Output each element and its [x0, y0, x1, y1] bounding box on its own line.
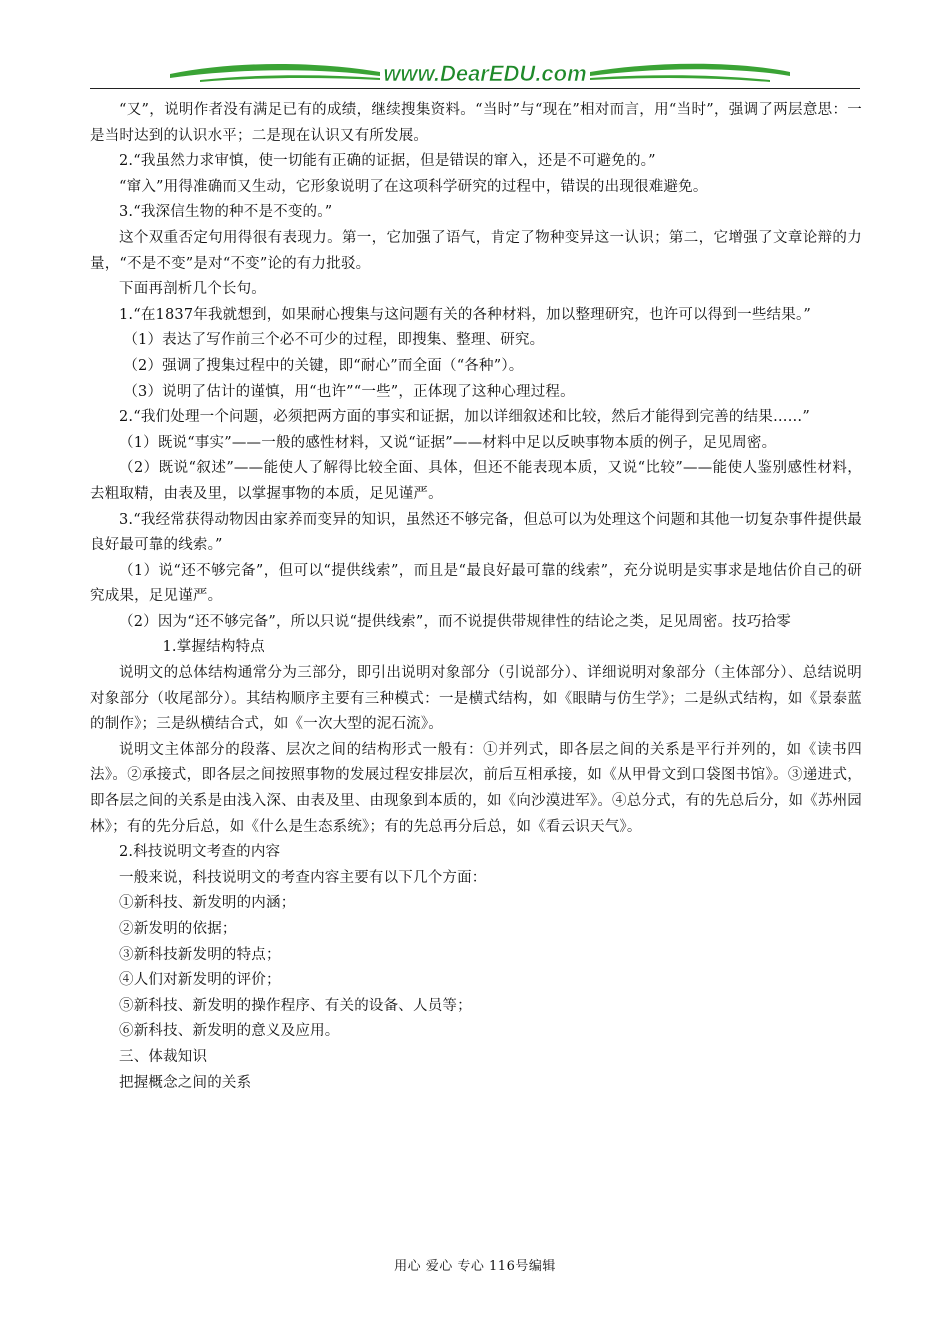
list-item: ④人们对新发明的评价；	[119, 972, 281, 989]
paragraph: 这个双重否定句用得很有表现力。第一，它加强了语气，肯定了物种变异这一认识；第二，它增强了文章论辩的力量，“不是不变”是对“不变”论的有力批驳。	[90, 229, 862, 272]
paragraph: （2）既说“叙述”——能使人了解得比较全面、具体，但还不能表现本质，又说“比较”——能使人鉴别感性材料，去粗取精，由表及里，以掌握事物的本质，足见谨严。	[90, 460, 862, 502]
page-footer: 用心 爱心 专心 116号编辑	[394, 1259, 556, 1274]
list-item: ⑤新科技、新发明的操作程序、有关的设备、人员等；	[119, 997, 472, 1014]
paragraph: 2.“我们处理一个问题，必须把两方面的事实和证据，加以详细叙述和比较，然后才能得到完善的结果……”	[119, 409, 810, 426]
paragraph: 3.“我经常获得动物因由家养而变异的知识，虽然还不够完备，但总可以为处理这个问题和其他一切复杂事件提供最良好最可靠的线索。”	[90, 511, 862, 554]
site-logo	[90, 54, 860, 90]
right-swoosh-icon	[590, 64, 790, 76]
site-header-banner	[90, 54, 860, 90]
header-divider	[90, 88, 860, 89]
right-swoosh-thin-icon	[590, 75, 770, 82]
list-item: ⑥新科技、新发明的意义及应用。	[119, 1023, 340, 1040]
section-heading: 2.科技说明文考查的内容	[119, 844, 281, 861]
paragraph: 2.“我虽然力求审慎，使一切能有正确的证据，但是错误的窜入，还是不可避免的。”	[119, 153, 656, 170]
list-item: ①新科技、新发明的内涵；	[119, 895, 296, 912]
paragraph: 3.“我深信生物的种不是不变的。”	[119, 204, 333, 221]
paragraph: （2）因为“还不够完备”，所以只说“提供线索”，而不说提供带规律性的结论之类，足见周密。技巧拾零	[119, 613, 791, 630]
paragraph: 说明文的总体结构通常分为三部分，即引出说明对象部分（引说部分）、详细说明对象部分（主体部分）、总结说明对象部分（收尾部分）。其结构顺序主要有三种模式：一是横式结构，如《眼睛与仿生学》；二是纵式结构，如《景泰蓝的制作》；三是纵横结合式，如《一次大型的泥石流》。	[90, 665, 862, 733]
paragraph: “又”，说明作者没有满足已有的成绩，继续搜集资料。“当时”与“现在”相对而言，用“当时”，强调了两层意思：一是当时达到的认识水平；二是现在认识又有所发展。	[90, 102, 862, 144]
paragraph: 一般来说，科技说明文的考查内容主要有以下几个方面：	[119, 869, 487, 886]
paragraph: （3）说明了估计的谨慎，用“也许”“一些”，正体现了这种心理过程。	[123, 383, 575, 400]
paragraph: 下面再剖析几个长句。	[119, 281, 266, 298]
list-item: ②新发明的依据；	[119, 921, 237, 937]
paragraph: （1）说“还不够完备”，但可以“提供线索”，而且是“最良好最可靠的线索”，充分说明是实事求是地估价自己的研究成果，足见谨严。	[90, 562, 862, 605]
paragraph: （1）表达了写作前三个必不可少的过程，即搜集、整理、研究。	[123, 332, 545, 349]
paragraph: 1.“在1837年我就想到，如果耐心搜集与这问题有关的各种材料，加以整理研究，也许可以得到一些结果。”	[119, 306, 812, 323]
list-item: ③新科技新发明的特点；	[119, 946, 281, 963]
paragraph: （1）既说“事实”——一般的感性材料，又说“证据”——材料中足以反映事物本质的例子，足见周密。	[119, 434, 777, 451]
site-name-text: www.DearEDU.com	[383, 61, 587, 86]
paragraph: （2）强调了搜集过程中的关键，即“耐心”而全面（“各种”）。	[123, 357, 524, 374]
left-swoosh-thin-icon	[200, 75, 380, 82]
section-heading: 1.掌握结构特点	[162, 639, 265, 656]
paragraph: 说明文主体部分的段落、层次之间的结构形式一般有：①并列式，即各层之间的关系是平行并列的，如《读书四法》。②承接式，即各层之间按照事物的发展过程安排层次，前后互相承接，如《从甲骨文到口袋图书馆》。③递进式，即各层之间的关系是由浅入深、由表及里、由现象到本质的，如《向沙漠进军》。④总分式，有的先总后分，如《苏州园林》；有的先分后总，如《什么是生态系统》；有的先总再分后总，如《看云识天气》。	[90, 741, 862, 835]
paragraph: 把握概念之间的关系	[119, 1074, 252, 1091]
paragraph: “窜入”用得准确而又生动，它形象说明了在这项科学研究的过程中，错误的出现很难避免。	[119, 178, 708, 195]
document-body	[90, 98, 862, 1096]
section-heading: 三、体裁知识	[119, 1048, 208, 1065]
